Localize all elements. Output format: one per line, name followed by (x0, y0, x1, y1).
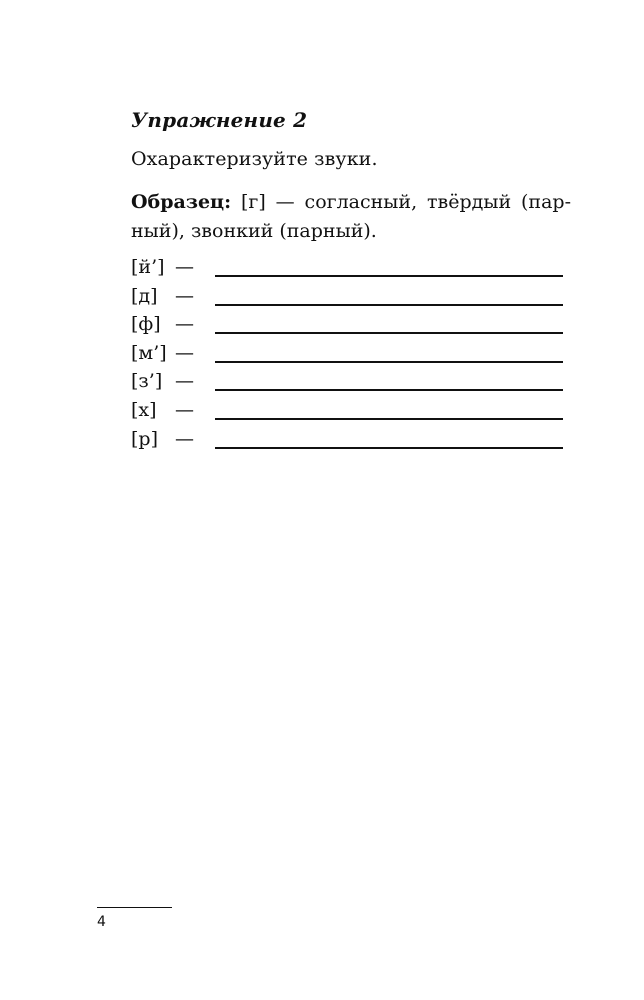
sound-label: [й’] (131, 256, 165, 278)
sound-label: [ф] (131, 313, 161, 336)
dash: — (175, 341, 194, 364)
sound-label: [р] (131, 427, 158, 450)
answer-line[interactable] (215, 275, 563, 277)
sample-label: Образец: (131, 191, 232, 213)
sound-label: [д] (131, 284, 158, 307)
sample-text: [г] — согласный, твёрдый (парный), звонкий (парный). (131, 191, 571, 242)
sound-label: [х] (131, 398, 157, 421)
answer-line[interactable] (215, 418, 563, 420)
exercise-title: Упражнение 2 (131, 108, 308, 132)
answer-row (131, 399, 571, 428)
dash: — (175, 313, 194, 336)
dash: — (175, 427, 194, 450)
answer-row (131, 256, 571, 285)
exercise-instruction: Охарактеризуйте звуки. (131, 148, 378, 170)
answer-line[interactable] (215, 361, 563, 363)
dash: — (175, 398, 194, 421)
answer-row (131, 370, 571, 399)
sound-label: [з’] (131, 370, 163, 393)
answer-row (131, 313, 571, 342)
dash: — (175, 370, 194, 393)
answer-line[interactable] (215, 332, 563, 334)
answer-row (131, 342, 571, 371)
answer-rows (131, 256, 571, 456)
answer-row (131, 428, 571, 457)
answer-line[interactable] (215, 304, 563, 306)
dash: — (175, 256, 194, 278)
answer-line[interactable] (215, 447, 563, 449)
sound-label: [м’] (131, 341, 167, 364)
dash: — (175, 284, 194, 307)
page-number: 4 (97, 914, 106, 930)
footer-rule (97, 907, 172, 908)
sample-paragraph (131, 188, 571, 246)
answer-line[interactable] (215, 389, 563, 391)
answer-row (131, 285, 571, 314)
